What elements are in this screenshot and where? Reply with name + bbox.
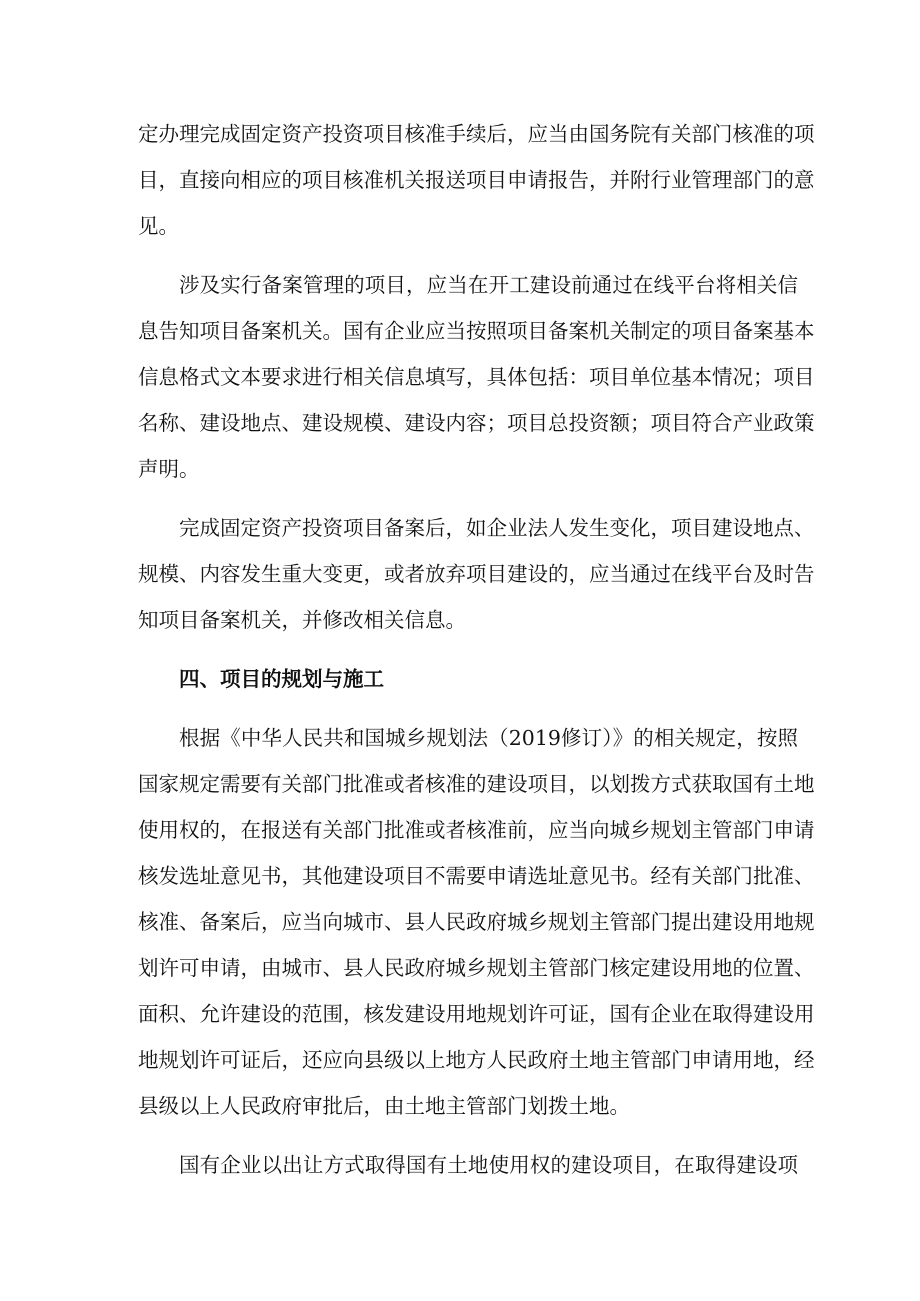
paragraph [138,1142,798,1188]
text-line: 息告知项目备案机关。国有企业应当按照项目备案机关制定的项目备案基本 [138,319,815,343]
text-line: 目，直接向相应的项目核准机关报送项目申请报告，并附行业管理部门的意 [138,168,815,192]
text-line: 声明。 [138,457,200,481]
text-line: 面积、允许建设的范围，核发建设用地规划许可证，国有企业在取得建设用 [138,1002,815,1026]
text-line: 国有企业以出让方式取得国有土地使用权的建设项目，在取得建设项 [179,1153,798,1177]
paragraph [138,262,815,492]
text-line: 国家规定需要有关部门批准或者核准的建设项目，以划拨方式获取国有土地 [138,772,815,796]
text-line: 地规划许可证后，还应向县级以上地方人民政府土地主管部门申请用地，经 [138,1048,815,1072]
text-line: 使用权的，在报送有关部门批准或者核准前，应当向城乡规划主管部门申请 [138,818,815,842]
text-line: 县级以上人民政府审批后，由土地主管部门划拨土地。 [138,1094,630,1118]
text-line: 信息格式文本要求进行相关信息填写，具体包括：项目单位基本情况；项目 [138,365,815,389]
text-line: 见。 [138,214,179,238]
section-heading: 四、项目的规划与施工 [179,667,384,691]
text-line: 核发选址意见书，其他建设项目不需要申请选址意见书。经有关部门批准、 [138,864,815,888]
paragraph [138,505,815,643]
text-line: 涉及实行备案管理的项目，应当在开工建设前通过在线平台将相关信 [179,273,798,297]
text-line: 定办理完成固定资产投资项目核准手续后，应当由国务院有关部门核准的项 [138,122,815,146]
paragraph [138,111,815,249]
text-line: 核准、备案后，应当向城市、县人民政府城乡规划主管部门提出建设用地规 [138,910,815,934]
text-line: 根据《中华人民共和国城乡规划法（2019修订）》的相关规定，按照 [179,726,798,750]
paragraph [138,715,815,1129]
document-body [138,111,815,1188]
text-line: 规模、内容发生重大变更，或者放弃项目建设的，应当通过在线平台及时告 [138,562,815,586]
text-line: 划许可申请，由城市、县人民政府城乡规划主管部门核定建设用地的位置、 [138,956,815,980]
text-line: 名称、建设地点、建设规模、建设内容；项目总投资额；项目符合产业政策 [138,411,815,435]
text-line: 完成固定资产投资项目备案后，如企业法人发生变化，项目建设地点、 [179,516,815,540]
text-line: 知项目备案机关，并修改相关信息。 [138,608,466,632]
